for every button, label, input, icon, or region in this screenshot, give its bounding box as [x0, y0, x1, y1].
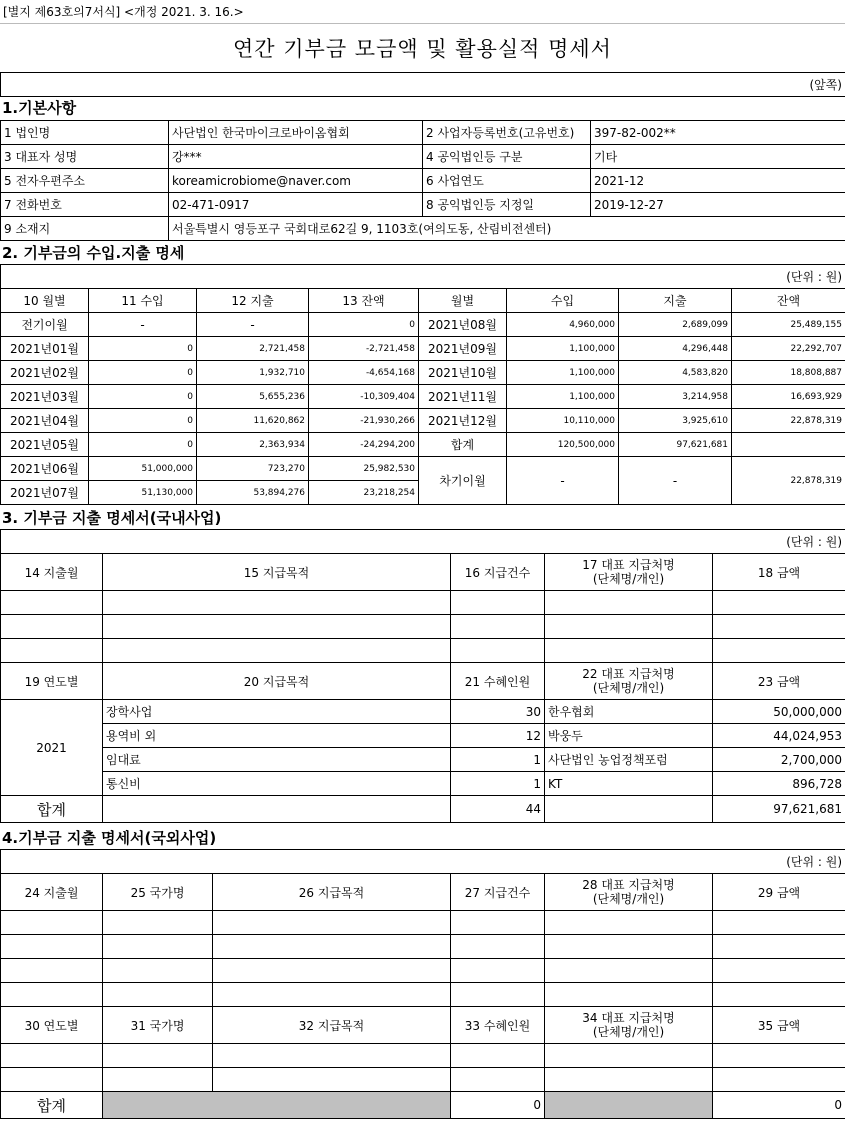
income-header: 월별: [419, 289, 507, 313]
empty-row: [1, 1068, 845, 1092]
table-row: [1, 772, 845, 796]
domestic-header: 17 대표 지급처명 (단체명/개인): [545, 554, 713, 591]
unit-label: (단위 : 원): [1, 530, 845, 554]
domestic-header: 14 지출월: [1, 554, 103, 591]
expense-cell: 723,270: [197, 457, 309, 481]
domestic-total-row: [1, 796, 845, 823]
income-total: 120,500,000: [507, 433, 619, 457]
income-cell: 0: [89, 385, 197, 409]
month-cell: 2021년06월: [1, 457, 89, 481]
expense-cell: 3,925,610: [619, 409, 732, 433]
overseas-header: 26 지급목적: [213, 874, 451, 911]
overseas-header-row: [1, 874, 845, 911]
unit-row: [0, 849, 845, 874]
empty-row: [1, 935, 845, 959]
basic-row: [1, 145, 845, 169]
overseas-header: 30 연도별: [1, 1007, 103, 1044]
purpose-cell: 임대료: [103, 748, 451, 772]
amount-cell: 44,024,953: [713, 724, 845, 748]
table-row: [1, 313, 845, 337]
overseas-total-row: [1, 1092, 845, 1119]
balance-cell: 25,489,155: [732, 313, 845, 337]
month-cell: 2021년05월: [1, 433, 89, 457]
month-cell: 2021년08월: [419, 313, 507, 337]
designation-date-label: 8 공익법인등 지정일: [423, 193, 591, 217]
table-row: [1, 724, 845, 748]
corp-name-value: 사단법인 한국마이크로바이옴협회: [169, 121, 423, 145]
beneficiaries-cell: 12: [451, 724, 545, 748]
beneficiaries-total: 0: [451, 1092, 545, 1119]
expense-cell: 4,583,820: [619, 361, 732, 385]
year-cell: 2021: [1, 700, 103, 796]
recipient-cell: KT: [545, 772, 713, 796]
income-cell: 0: [89, 361, 197, 385]
email-label: 5 전자우편주소: [1, 169, 169, 193]
purpose-cell: 용역비 외: [103, 724, 451, 748]
balance-cell: -2,721,458: [309, 337, 419, 361]
expense-cell: 2,363,934: [197, 433, 309, 457]
rep-name-label: 3 대표자 성명: [1, 145, 169, 169]
total-label: 합계: [1, 796, 103, 823]
table-row: [1, 700, 845, 724]
domestic-header: 21 수혜인원: [451, 663, 545, 700]
fiscal-year-value: 2021-12: [591, 169, 845, 193]
unit-label: (단위 : 원): [1, 265, 845, 289]
domestic-header: 23 금액: [713, 663, 845, 700]
section-basic-title: 1.기본사항: [2, 99, 77, 117]
expense-cell: 1,932,710: [197, 361, 309, 385]
empty-row: [1, 959, 845, 983]
expense-cell: 2,721,458: [197, 337, 309, 361]
income-cell: 1,100,000: [507, 337, 619, 361]
income-header: 10 월별: [1, 289, 89, 313]
overseas-header: 35 금액: [713, 1007, 845, 1044]
income-cell: -: [89, 313, 197, 337]
carry-income: -: [507, 457, 619, 505]
income-header: 잔액: [732, 289, 845, 313]
domestic-header: 19 연도별: [1, 663, 103, 700]
month-cell: 2021년04월: [1, 409, 89, 433]
beneficiaries-cell: 30: [451, 700, 545, 724]
table-row: [1, 433, 845, 457]
month-cell: 2021년10월: [419, 361, 507, 385]
beneficiaries-cell: 1: [451, 748, 545, 772]
month-cell: 2021년07월: [1, 481, 89, 505]
income-table: [0, 288, 845, 505]
table-row: [1, 748, 845, 772]
unit-row: [0, 264, 845, 289]
empty-row: [1, 639, 845, 663]
greyed-cell: [545, 1092, 713, 1119]
domestic-table: [0, 553, 845, 823]
domestic-header: 20 지급목적: [103, 663, 451, 700]
amount-cell: 896,728: [713, 772, 845, 796]
expense-cell: 2,689,099: [619, 313, 732, 337]
income-cell: 1,100,000: [507, 385, 619, 409]
overseas-header: 31 국가명: [103, 1007, 213, 1044]
carry-expense: -: [619, 457, 732, 505]
amount-total: 0: [713, 1092, 845, 1119]
month-cell: 2021년02월: [1, 361, 89, 385]
basic-row: [1, 121, 845, 145]
address-row: [1, 217, 845, 241]
section-domestic-title: 3. 기부금 지출 명세서(국내사업): [2, 509, 222, 527]
income-header: 지출: [619, 289, 732, 313]
income-cell: 10,110,000: [507, 409, 619, 433]
biz-no-label: 2 사업자등록번호(고유번호): [423, 121, 591, 145]
overseas-header-row: [1, 1007, 845, 1044]
balance-cell: 16,693,929: [732, 385, 845, 409]
table-row: [1, 457, 845, 481]
month-cell: 2021년12월: [419, 409, 507, 433]
month-cell: 2021년11월: [419, 385, 507, 409]
rep-name-value: 강***: [169, 145, 423, 169]
domestic-header-row: [1, 663, 845, 700]
balance-cell: 22,878,319: [732, 409, 845, 433]
empty-row: [1, 591, 845, 615]
income-cell: 0: [89, 409, 197, 433]
empty-row: [1, 911, 845, 935]
domestic-header: 16 지급건수: [451, 554, 545, 591]
greyed-cell: [103, 1092, 451, 1119]
overseas-table: [0, 873, 845, 1119]
corp-type-value: 기타: [591, 145, 845, 169]
table-row: [1, 361, 845, 385]
income-cell: 0: [89, 337, 197, 361]
table-row: [1, 385, 845, 409]
designation-date-value: 2019-12-27: [591, 193, 845, 217]
income-header: 13 잔액: [309, 289, 419, 313]
basic-row: [1, 169, 845, 193]
beneficiaries-cell: 1: [451, 772, 545, 796]
front-row: [0, 72, 845, 97]
biz-no-value: 397-82-002**: [591, 121, 845, 145]
balance-cell: 18,808,887: [732, 361, 845, 385]
income-header: 12 지출: [197, 289, 309, 313]
month-cell: 전기이월: [1, 313, 89, 337]
recipient-cell: 사단법인 농업정책포럼: [545, 748, 713, 772]
income-header: 수입: [507, 289, 619, 313]
balance-cell: -24,294,200: [309, 433, 419, 457]
fiscal-year-label: 6 사업연도: [423, 169, 591, 193]
income-cell: 51,000,000: [89, 457, 197, 481]
balance-cell: -21,930,266: [309, 409, 419, 433]
unit-row: [0, 529, 845, 554]
domestic-header: 18 금액: [713, 554, 845, 591]
carry-forward-label: 차기이월: [419, 457, 507, 505]
month-cell: 2021년01월: [1, 337, 89, 361]
address-value: 서울특별시 영등포구 국회대로62길 9, 1103호(여의도동, 산림비전센터): [169, 217, 845, 241]
income-cell: 1,100,000: [507, 361, 619, 385]
income-header: 11 수입: [89, 289, 197, 313]
table-row: [1, 337, 845, 361]
amount-cell: 2,700,000: [713, 748, 845, 772]
overseas-header: 29 금액: [713, 874, 845, 911]
domestic-header: 15 지급목적: [103, 554, 451, 591]
expense-total: 97,621,681: [619, 433, 732, 457]
expense-cell: 5,655,236: [197, 385, 309, 409]
balance-cell: -10,309,404: [309, 385, 419, 409]
beneficiaries-total: 44: [451, 796, 545, 823]
overseas-header: 27 지급건수: [451, 874, 545, 911]
carry-balance: 22,878,319: [732, 457, 845, 505]
income-cell: 51,130,000: [89, 481, 197, 505]
address-label: 9 소재지: [1, 217, 169, 241]
expense-cell: 11,620,862: [197, 409, 309, 433]
month-cell: 2021년03월: [1, 385, 89, 409]
balance-cell: 23,218,254: [309, 481, 419, 505]
balance-cell: 0: [309, 313, 419, 337]
income-header-row: [1, 289, 845, 313]
corp-type-label: 4 공익법인등 구분: [423, 145, 591, 169]
form-reference: [별지 제63호의7서식] <개정 2021. 3. 16.>: [0, 0, 845, 24]
purpose-cell: 통신비: [103, 772, 451, 796]
overseas-header: 25 국가명: [103, 874, 213, 911]
balance-total: [732, 433, 845, 457]
recipient-cell: 한우협회: [545, 700, 713, 724]
expense-cell: 4,296,448: [619, 337, 732, 361]
overseas-header: 32 지급목적: [213, 1007, 451, 1044]
table-row: [1, 409, 845, 433]
empty-row: [1, 983, 845, 1007]
income-cell: 0: [89, 433, 197, 457]
month-cell: 2021년09월: [419, 337, 507, 361]
income-cell: 4,960,000: [507, 313, 619, 337]
amount-cell: 50,000,000: [713, 700, 845, 724]
total-label: 합계: [419, 433, 507, 457]
expense-cell: -: [197, 313, 309, 337]
section-income-title: 2. 기부금의 수입.지출 명세: [2, 244, 185, 262]
page-title: 연간 기부금 모금액 및 활용실적 명세서: [233, 37, 612, 61]
expense-cell: 53,894,276: [197, 481, 309, 505]
balance-cell: -4,654,168: [309, 361, 419, 385]
phone-value: 02-471-0917: [169, 193, 423, 217]
overseas-header: 28 대표 지급처명 (단체명/개인): [545, 874, 713, 911]
basic-row: [1, 193, 845, 217]
front-label: (앞쪽): [1, 73, 845, 97]
overseas-header: 34 대표 지급처명 (단체명/개인): [545, 1007, 713, 1044]
corp-name-label: 1 법인명: [1, 121, 169, 145]
email-value: koreamicrobiome@naver.com: [169, 169, 423, 193]
amount-total: 97,621,681: [713, 796, 845, 823]
balance-cell: 25,982,530: [309, 457, 419, 481]
domestic-header: 22 대표 지급처명 (단체명/개인): [545, 663, 713, 700]
section-overseas-title: 4.기부금 지출 명세서(국외사업): [2, 829, 217, 847]
phone-label: 7 전화번호: [1, 193, 169, 217]
empty-row: [1, 1044, 845, 1068]
overseas-header: 33 수혜인원: [451, 1007, 545, 1044]
balance-cell: 22,292,707: [732, 337, 845, 361]
unit-label: (단위 : 원): [1, 850, 845, 874]
basic-info-table: [0, 120, 845, 241]
recipient-cell: 박웅두: [545, 724, 713, 748]
domestic-header-row: [1, 554, 845, 591]
overseas-header: 24 지출월: [1, 874, 103, 911]
expense-cell: 3,214,958: [619, 385, 732, 409]
empty-row: [1, 615, 845, 639]
purpose-cell: 장학사업: [103, 700, 451, 724]
total-label: 합계: [1, 1092, 103, 1119]
